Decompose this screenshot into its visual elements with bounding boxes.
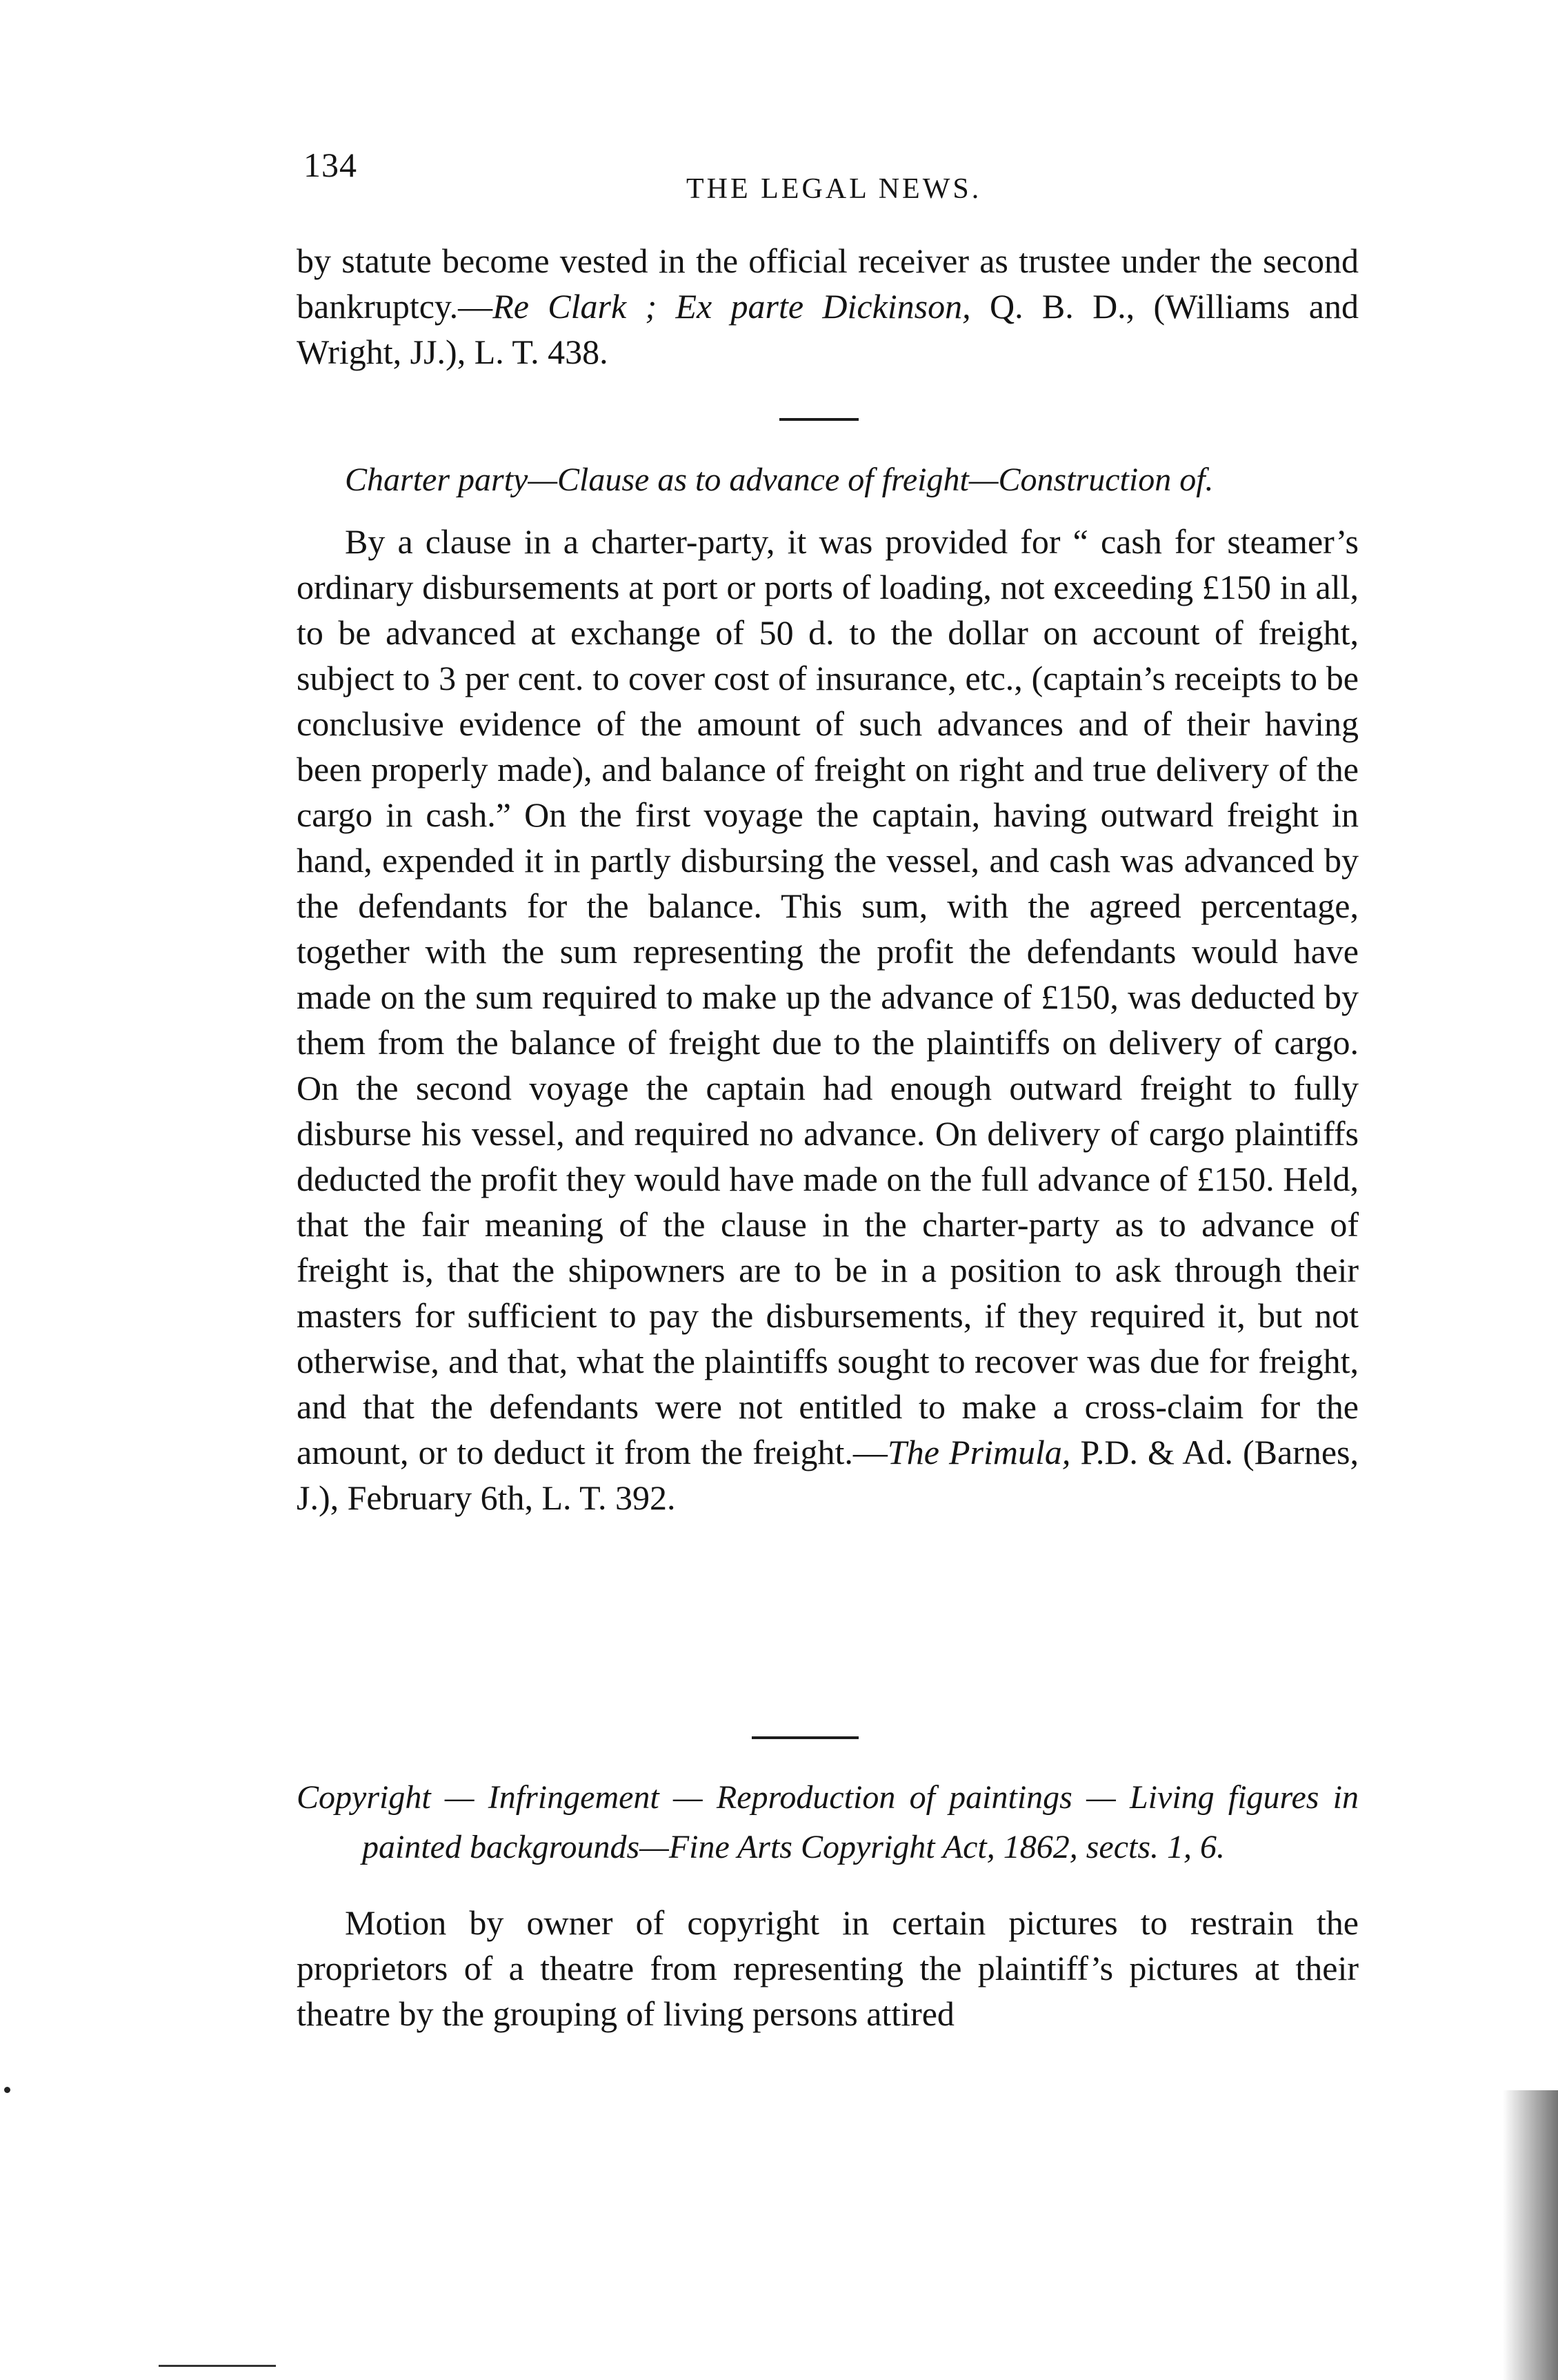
intro-paragraph-block: [297, 238, 1359, 375]
page-binding-shadow: [1503, 2090, 1558, 2380]
section-heading: Copyright — Infringement — Reproduction of paintings — Living figures in painted backgrounds—Fine Arts Copyright Act, 1862, sects. 1, 6.: [297, 1779, 1359, 1865]
intro-citation: Q. B. D., (Williams and Wright, JJ.), L. T. 438.: [297, 287, 1359, 371]
running-title: THE LEGAL NEWS.: [686, 173, 982, 205]
section-charter-party: [297, 455, 1359, 1520]
intro-paragraph: [297, 238, 1359, 375]
section-divider: [752, 1736, 859, 1739]
section-body: [297, 519, 1359, 1520]
section-heading: Charter party—Clause as to advance of freight—Construction of.: [345, 462, 1214, 498]
intro-text: by statute become vested in the official receiver as trustee under the second bankruptcy.—: [297, 241, 1359, 326]
intro-case-name: Re Clark ; Ex parte Dickinson,: [492, 287, 971, 326]
page-number: 134: [303, 146, 357, 184]
section-copyright: [297, 1773, 1359, 2036]
footer-rule: [159, 2365, 276, 2367]
section-case-name: The Primula,: [887, 1433, 1071, 1471]
scan-speck: [4, 2087, 10, 2093]
section-divider: [779, 418, 859, 421]
section-body-text: By a clause in a charter-party, it was provided for “ cash for steamer’s ordinary disbursements at port or ports of loading, not exceeding £150 in all, to be advanced at exchange of 50 d. to the dollar on account of freight, subject to 3 per cent. to cover cost of insurance, etc., (captain’s receipts to be conclusive evidence of the amount of such advances and of their having been properly made), and balance of freight on right and true delivery of the cargo in cash.” On the first voyage the captain, having outward freight in hand, expended it in partly disbursing the vessel, and cash was advanced by the defendants for the balance. This sum, with the agreed percentage, together with the sum representing the profit the defendants would have made on the sum required to make up the advance of £150, was deducted by them from the balance of freight due to the plaintiffs on delivery of cargo. On the second voyage the captain had enough outward freight to fully disburse his vessel, and required no advance. On delivery of cargo plaintiffs deducted the profit they would have made on the full advance of £150. Held, that the fair meaning of the clause in the charter-party as to advance of freight is, that the shipowners are to be in a position to ask through their masters for sufficient to pay the disbursements, if they required it, but not otherwise, and that, what the plaintiffs sought to recover was due for freight, and that the defendants were not entitled to make a cross-claim for the amount, or to deduct it from the freight.—: [297, 522, 1359, 1471]
page-header: [303, 145, 1359, 207]
section-citation: P.D. & Ad. (Barnes, J.), February 6th, L. T. 392.: [297, 1433, 1359, 1517]
section-body: Motion by owner of copyright in certain pictures to restrain the proprietors of a theatre from representing the plaintiff’s pictures at their theatre by the grouping of living persons attired: [297, 1903, 1359, 2033]
